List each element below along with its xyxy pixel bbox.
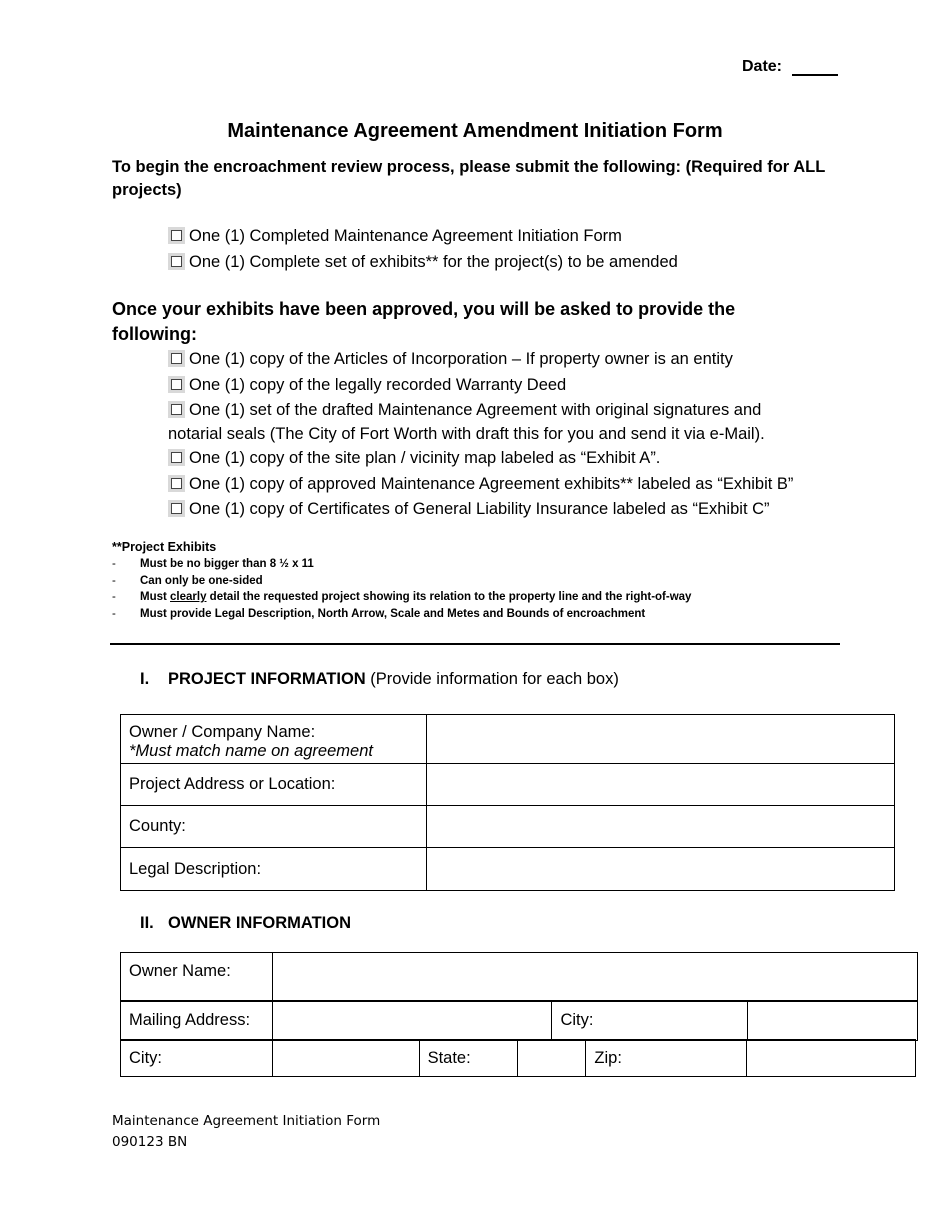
checklist-item-label: One (1) copy of approved Maintenance Agreement exhibits** labeled as “Exhibit B” [189, 474, 794, 493]
checklist-item-label: One (1) set of the drafted Maintenance Agreement with original signatures and notarial seals (The City of Fort Worth with draft this for you and send it via e-Mail). [168, 401, 765, 443]
section-number: II. [140, 914, 154, 932]
checklist-item-label: One (1) copy of the legally recorded Warranty Deed [189, 375, 567, 394]
section-owner-information-heading [140, 914, 351, 933]
footer-line-1: Maintenance Agreement Initiation Form [112, 1113, 381, 1129]
checklist-item [168, 224, 678, 250]
date-row [742, 57, 838, 76]
checkbox[interactable] [168, 227, 185, 244]
owner-name-input[interactable] [272, 953, 917, 1002]
checklist-item [168, 347, 808, 373]
footer [112, 1111, 380, 1153]
city-input[interactable] [272, 1040, 419, 1077]
note-text: Must [140, 591, 171, 603]
checklist-item [168, 398, 808, 446]
section-title: OWNER INFORMATION [168, 914, 352, 932]
exhibits-notes [112, 540, 691, 622]
footer-line-2: 090123 BN [112, 1134, 188, 1150]
table-row [121, 953, 918, 1002]
table-row [121, 1040, 916, 1077]
checkbox[interactable] [168, 376, 185, 393]
owner-company-label: Owner / Company Name: [129, 723, 316, 741]
dash: - [112, 607, 116, 620]
section-project-information-heading [140, 670, 619, 689]
note-text-after: detail the requested project showing its relation to the property line and the right-of-way [206, 591, 692, 603]
dash: - [112, 558, 116, 570]
initial-checklist [168, 224, 678, 275]
owner-name-label: Owner Name: [121, 953, 273, 1002]
checkbox[interactable] [168, 475, 185, 492]
state-input[interactable] [517, 1040, 586, 1077]
city-input[interactable] [748, 1001, 918, 1041]
table-row [121, 806, 895, 848]
checklist-item [168, 446, 808, 472]
checklist-item-label: One (1) Complete set of exhibits** for the project(s) to be amended [189, 252, 678, 271]
checklist-item [168, 472, 808, 498]
checklist-item-label: One (1) Completed Maintenance Agreement Initiation Form [189, 227, 622, 245]
mailing-address-input[interactable] [272, 1001, 552, 1041]
divider [110, 643, 840, 645]
city-label: City: [552, 1001, 748, 1041]
note-text: Must provide Legal Description, North Arrow, Scale and Metes and Bounds of encroachment [140, 607, 646, 620]
page-title: Maintenance Agreement Amendment Initiation Form [227, 120, 723, 142]
checklist-item [168, 497, 808, 523]
owner-company-label-cell [121, 715, 427, 764]
note-item [112, 606, 691, 623]
approved-heading: Once your exhibits have been approved, you will be asked to provide the following: [112, 299, 736, 344]
note-item [112, 573, 691, 590]
checkbox[interactable] [168, 401, 185, 418]
table-row [121, 848, 895, 891]
project-information-table [120, 714, 895, 891]
checklist-item [168, 250, 678, 276]
note-item [112, 589, 691, 606]
checkbox[interactable] [168, 253, 185, 270]
section-subtitle: (Provide information for each box) [365, 670, 619, 688]
zip-label: Zip: [586, 1040, 747, 1077]
date-field[interactable] [792, 57, 838, 76]
dash: - [112, 591, 116, 603]
dash: - [112, 574, 116, 587]
approved-checklist [168, 347, 808, 523]
checklist-item [168, 373, 808, 399]
table-row [121, 1001, 918, 1041]
owner-name-table [120, 952, 918, 1002]
mailing-address-label: Mailing Address: [121, 1001, 273, 1041]
date-label: Date: [741, 58, 782, 75]
note-item [112, 556, 691, 573]
county-label: County: [121, 806, 427, 848]
owner-company-note: *Must match name on agreement [129, 742, 373, 760]
state-label: State: [419, 1040, 517, 1077]
note-text: Must be no bigger than 8 ½ x 11 [140, 558, 314, 570]
checklist-item-label: One (1) copy of Certificates of General Liability Insurance labeled as “Exhibit C” [189, 500, 770, 518]
note-text: Can only be one-sided [140, 574, 263, 587]
exhibits-notes-heading: **Project Exhibits [112, 540, 217, 554]
county-input[interactable] [426, 806, 894, 848]
owner-company-input[interactable] [426, 715, 894, 764]
checkbox[interactable] [168, 449, 185, 466]
section-number: I. [140, 670, 150, 688]
legal-description-input[interactable] [426, 848, 894, 891]
table-row [121, 715, 895, 764]
section-title: PROJECT INFORMATION [168, 670, 366, 688]
checkbox[interactable] [168, 500, 185, 517]
zip-input[interactable] [747, 1040, 916, 1077]
note-underline: clearly [170, 591, 207, 603]
city-label: City: [121, 1040, 273, 1077]
mailing-address-table [120, 1000, 918, 1041]
checklist-item-label: One (1) copy of the site plan / vicinity map labeled as “Exhibit A”. [189, 449, 661, 467]
project-address-label: Project Address or Location: [121, 764, 427, 806]
table-row [121, 764, 895, 806]
checklist-item-label: One (1) copy of the Articles of Incorporation – If property owner is an entity [189, 350, 733, 368]
checkbox[interactable] [168, 350, 185, 367]
city-state-zip-table [120, 1039, 916, 1077]
project-address-input[interactable] [426, 764, 894, 806]
legal-description-label: Legal Description: [121, 848, 427, 891]
intro-text: To begin the encroachment review process, please submit the following: (Required for ALL projects) [112, 158, 825, 199]
